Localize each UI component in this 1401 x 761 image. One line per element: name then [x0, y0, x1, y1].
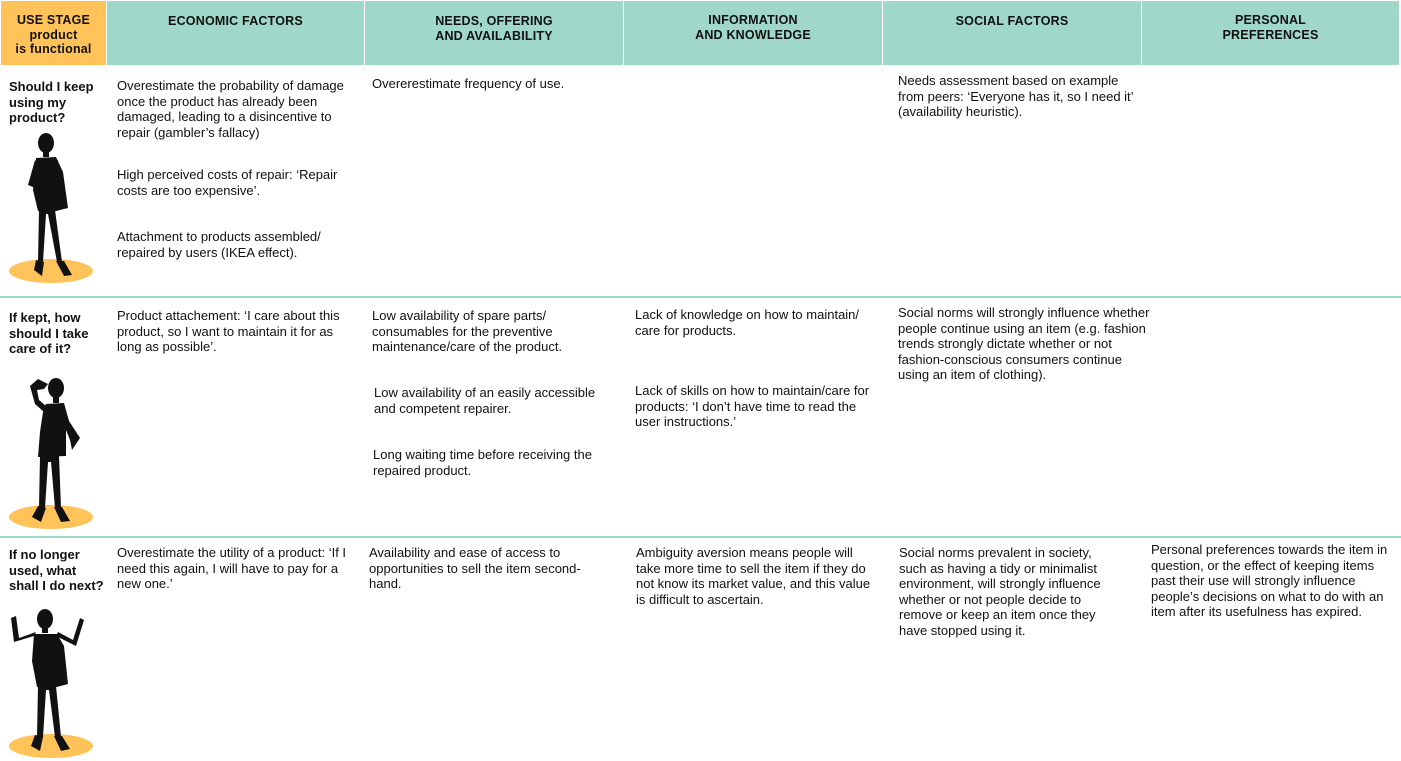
ground-ellipse	[9, 259, 93, 283]
header-economic-line-1: ECONOMIC FACTORS	[168, 14, 303, 28]
row-3-economic-item-1: Overestimate the utility of a product: ‘If I need this again, I will have to pay for a new one.’	[117, 545, 347, 592]
row-2-info-item-2: Lack of skills on how to maintain/care for products: ‘I don’t have time to read the user instructions.’	[635, 383, 870, 430]
header-needs-offering	[365, 1, 623, 65]
row-2-question-line-1: If kept, how	[9, 310, 81, 325]
row-1-question-line-2: using my	[9, 94, 67, 110]
header-use-stage-line-3: is functional	[15, 42, 92, 56]
head-scratching-person-icon	[8, 376, 96, 532]
header-social-line-1: SOCIAL FACTORS	[955, 14, 1069, 28]
row-2-economic-item-1: Product attachement: ‘I care about this product, so I want to maintain it for as long as possible’.	[117, 308, 340, 355]
row-1-question-line-1: Should I keep	[9, 79, 94, 94]
header-needs-line-2: AND AVAILABILITY	[435, 29, 553, 43]
row-3-info-item-1: Ambiguity aversion means people will take more time to sell the item if they do not know its market value, and this value is difficult to ascertain.	[636, 545, 871, 607]
row-2-needs-item-3: Long waiting time before receiving the repaired product.	[373, 447, 592, 478]
row-1-question	[9, 79, 94, 126]
row-3-personal-item-1: Personal preferences towards the item in question, or the effect of keeping items past their use will strongly influence people’s decisions on what to do with an item after its usefulness has expired.	[1151, 542, 1388, 620]
row-2-question	[9, 310, 88, 357]
row-2-question-line-3: care of it?	[9, 341, 72, 357]
person-head	[48, 378, 64, 398]
row-divider-2	[0, 536, 1401, 538]
row-1-economic-item-3: Attachment to products assembled/ repaired by users (IKEA effect).	[117, 229, 321, 260]
thinking-person-icon	[8, 130, 96, 286]
row-3-question-line-3: shall I do next?	[9, 578, 104, 594]
header-personal-preferences	[1142, 1, 1399, 65]
person-body	[32, 634, 68, 688]
row-3-social-item-1: Social norms prevalent in society, such as having a tidy or minimalist environment, will strongly influence whether or not people decide to remove or keep an item once they have stopped using it.	[899, 545, 1101, 638]
shrugging-person-icon	[8, 606, 96, 761]
header-use-stage-line-1: USE STAGE	[16, 13, 91, 27]
row-2-social-item-1: Social norms will strongly influence whether people continue using an item (e.g. fashion trends strongly dictate whether or not fashion-conscious consumers continue using an item of clothing).	[898, 305, 1150, 383]
row-1-economic-item-1: Overestimate the probability of damage once the product has already been damaged, leading to a disincentive to repair (gambler’s fallacy)	[117, 78, 344, 140]
header-info-line-2: AND KNOWLEDGE	[695, 28, 811, 42]
row-3-needs-item-1: Availability and ease of access to opportunities to sell the item second-hand.	[369, 545, 581, 592]
row-2-info-item-1: Lack of knowledge on how to maintain/ care for products.	[635, 307, 860, 338]
header-social-factors	[883, 1, 1141, 65]
header-use-stage-line-2: product	[29, 27, 78, 42]
header-needs-line-1: NEEDS, OFFERING	[435, 14, 553, 28]
row-2-needs-item-2: Low availability of an easily accessible and competent repairer.	[374, 385, 596, 416]
header-use-stage	[1, 1, 106, 65]
row-3-question-line-2: used, what	[9, 562, 77, 578]
person-head	[38, 133, 54, 153]
row-1-needs-item-1: Overerestimate frequency of use.	[372, 76, 565, 91]
header-information-knowledge	[624, 1, 882, 65]
header-info-line-1: INFORMATION	[708, 13, 798, 27]
person-body	[38, 403, 80, 457]
row-2-needs-item-1: Low availability of spare parts/ consumables for the preventive maintenance/care of the product.	[372, 308, 563, 355]
row-1-question-line-3: product?	[9, 110, 66, 126]
ground-ellipse	[9, 505, 93, 529]
header-personal-line-1: PERSONAL	[1234, 13, 1307, 27]
row-1-economic-item-2: High perceived costs of repair: ‘Repair costs are too expensive’.	[117, 167, 338, 198]
row-divider-1	[0, 296, 1401, 298]
header-economic-factors	[107, 1, 364, 65]
row-3-question	[9, 547, 104, 594]
row-1-social-item-1: Needs assessment based on example from peers: ‘Everyone has it, so I need it’ (availability heuristic).	[898, 73, 1134, 120]
row-2-question-line-2: should I take	[9, 325, 89, 341]
header-personal-line-2: PREFERENCES	[1222, 28, 1319, 42]
ground-ellipse	[9, 734, 93, 758]
person-head	[37, 609, 53, 629]
row-3-question-line-1: If no longer	[9, 547, 80, 562]
